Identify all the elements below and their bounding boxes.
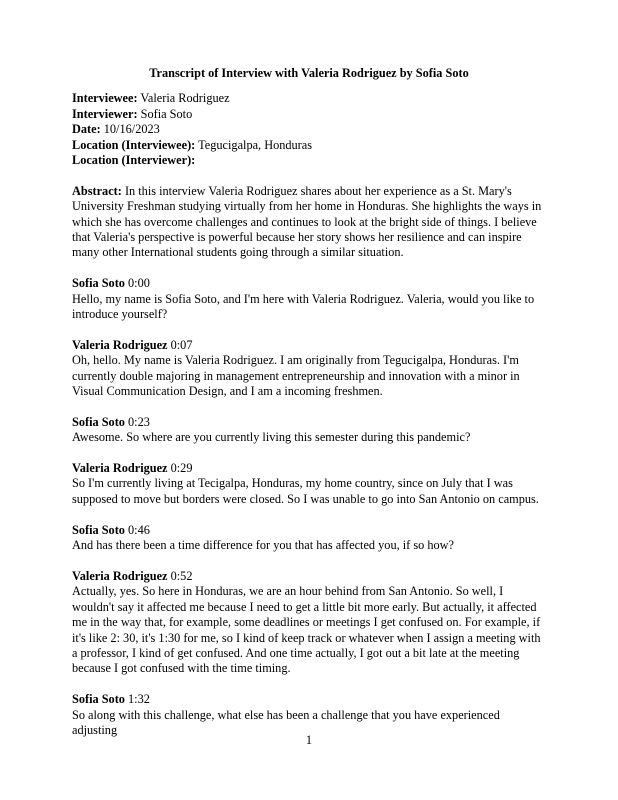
turn-text: So along with this challenge, what else has been a challenge that you have experienced adjusting [72,707,500,737]
metadata-label: Interviewee: [72,91,138,106]
metadata-value: Valeria Rodriguez [137,91,230,106]
speaker-name: Valeria Rodriguez [72,461,168,476]
metadata-label: Location (Interviewee): [72,137,196,152]
metadata-row [72,153,546,168]
document-title: Transcript of Interview with Valeria Rodriguez by Sofia Soto [149,66,469,80]
metadata-row [72,138,546,153]
speaker-timestamp: 0:29 [167,461,193,476]
metadata-value: 10/16/2023 [100,122,160,137]
speaker-timestamp: 0:52 [167,568,193,583]
metadata-block [72,91,546,168]
abstract-paragraph [72,184,546,261]
page-number: 1 [305,733,313,747]
metadata-label: Date: [72,122,101,137]
speaker-name: Sofia Soto [72,414,125,429]
speaker-timestamp: 0:46 [124,522,150,537]
speaker-name: Sofia Soto [72,692,125,707]
speaker-heading [72,523,546,538]
speaker-heading [72,276,546,291]
document-content [72,66,546,738]
turn-text: And has there been a time difference for you that has affected you, if so how? [72,538,454,553]
transcript-turn [72,415,546,446]
transcript-turn [72,276,546,322]
speaker-timestamp: 0:23 [124,414,150,429]
speaker-timestamp: 1:32 [124,692,150,707]
turn-text: Oh, hello. My name is Valeria Rodriguez. I am originally from Tegucigalpa, Honduras. I'm currently double majoring in management entrepreneurship and innovation with a minor in Visual Communication Design, and I am a incoming freshmen. [72,353,520,399]
metadata-label: Interviewer: [72,106,138,121]
transcript [72,276,546,738]
speaker-timestamp: 0:07 [167,337,193,352]
abstract-text: In this interview Valeria Rodriguez shares about her experience as a St. Mary's University Freshman studying virtually from her home in Honduras. She highlights the ways in which she has overcome challenges and continues to look at the bright side of things. I believe that Valeria's perspective is powerful because her story shows her resilience and can inspire many other International students going through a similar situation. [72,183,542,260]
transcript-turn [72,338,546,400]
metadata-row [72,91,546,106]
speaker-name: Sofia Soto [72,276,125,291]
transcript-turn [72,569,546,677]
metadata-label: Location (Interviewer): [72,153,196,168]
turn-text: Awesome. So where are you currently living this semester during this pandemic? [72,430,471,445]
speaker-heading [72,461,546,476]
turn-text: Hello, my name is Sofia Soto, and I'm here with Valeria Rodriguez. Valeria, would you like to introduce yourself? [72,291,535,322]
metadata-row [72,107,546,122]
metadata-row [72,122,546,137]
metadata-value: Sofia Soto [137,106,193,121]
transcript-turn [72,461,546,507]
speaker-name: Sofia Soto [72,522,125,537]
speaker-heading [72,692,546,707]
speaker-heading [72,338,546,353]
speaker-heading [72,415,546,430]
metadata-value: Tegucigalpa, Honduras [195,137,313,152]
transcript-turn [72,523,546,554]
abstract-label: Abstract: [72,183,122,198]
transcript-turn [72,692,546,738]
turn-text: So I'm currently living at Tecigalpa, Honduras, my home country, since on July that I was supposed to move but borders were closed. So I was unable to go into San Antonio on campus. [72,476,539,506]
speaker-heading [72,569,546,584]
speaker-name: Valeria Rodriguez [72,568,168,583]
speaker-timestamp: 0:00 [124,276,150,291]
speaker-name: Valeria Rodriguez [72,337,168,352]
turn-text: Actually, yes. So here in Honduras, we are an hour behind from San Antonio. So well, I wouldn't say it affected me because I need to get a little bit more early. But actually, it affected me in the way that, for example, some deadlines or meetings I get confused on. For example, if it's like 2: 30, it's 1:30 for me, so I kind of keep track or whatever when I assign a meeting with a professor, I kind of get confused. And one time actually, I got out a bit late at the meeting because I got confused with the time timing. [72,584,541,676]
